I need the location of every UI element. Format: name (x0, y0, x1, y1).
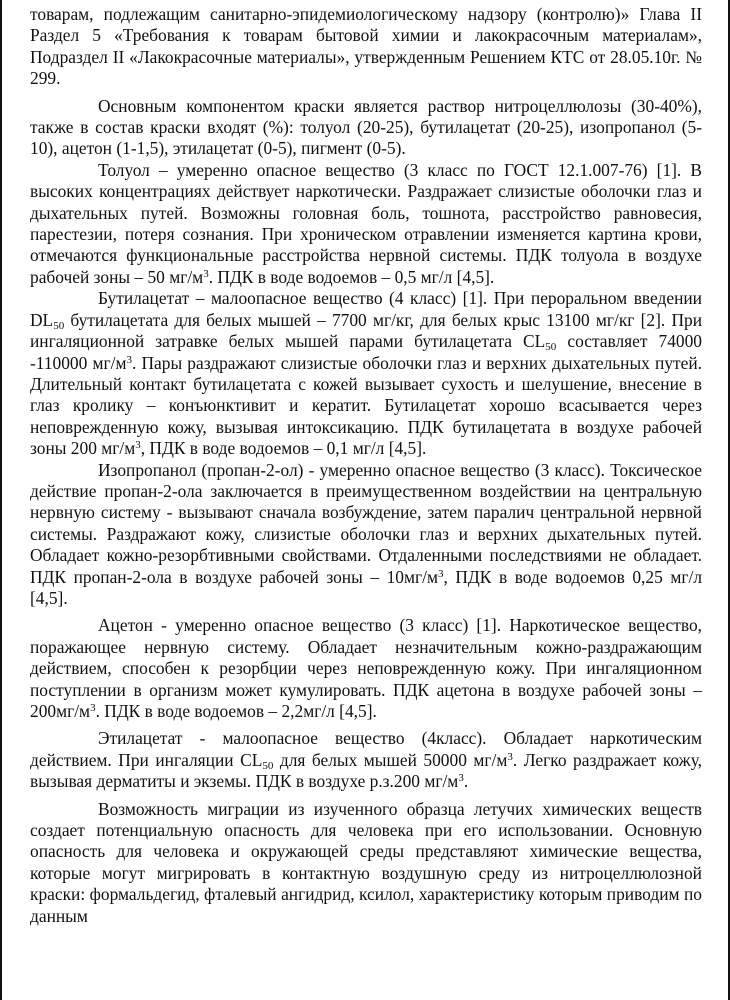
butyl-acetate-sup-1: 3 (126, 353, 132, 366)
butyl-acetate-sub-1: 50 (53, 319, 65, 332)
butyl-acetate-text-d: . Пары раздражают слизистые оболочки глаз и верхних дыхательных путей. Длительный контакт бутилацетата с кожей вызывает сухость и шелушение, внесение в глаз кролику – конъюнктивит и кератит. Бутилацетат хорошо всасывается через неповрежденную кожу, вызывая интоксикацию. ПДК бутилацетата в воздухе рабочей зоны 200 мг/м (30, 352, 703, 459)
acetone-text-a: Ацетон - умеренно опасное вещество (3 класс) [1]. Наркотическое вещество, поражающее нервную систему. Обладает незначительным кожно-раздражающим действием, способен к резорбции через неповрежденную кожу. При ингаляционном поступлении в организм может кумулировать. ПДК ацетона в воздухе рабочей зоны –200мг/м (30, 615, 702, 721)
butyl-acetate-sub-2: 50 (545, 341, 557, 354)
toluene-text-b: . ПДК в воде водоемов – 0,5 мг/л [4,5]. (208, 266, 495, 287)
ethyl-acetate-text-c: . Легко раздражает кожу, вызывая дерматиты и экземы. ПДК в воздухе р.з.200 мг/м (30, 749, 703, 792)
ethyl-acetate-sup-1: 3 (507, 750, 513, 763)
butyl-acetate-text-b: бутилацетата для белых мышей – 7700 мг/кг, для белых крыс 13100 мг/кг [2]. При ингаляционной затравке белых мышей парами бутилацетата CL (30, 309, 702, 352)
paragraph-regulation-reference: товарам, подлежащим санитарно-эпидемиологическому надзору (контролю)» Глава II Раздел 5 «Требования к товарам бытовой химии и лакокрасочным материалам», Подраздел II «Лакокрасочные материалы», утвержденным Решением КТС от 28.05.10г. № 299. (30, 4, 702, 89)
ethyl-acetate-text-b: для белых мышей 50000 мг/м (273, 749, 508, 770)
paragraph-acetone (30, 615, 702, 722)
paragraph-toluene (30, 160, 702, 288)
butyl-acetate-text-a: Бутилацетат – малоопасное вещество (4 класс) [1]. При пероральном введении DL (30, 288, 702, 330)
isopropanol-text-b: , ПДК в воде водоемов 0,25 мг/л [4,5]. (30, 566, 702, 608)
document-body (30, 4, 702, 927)
paragraph-ethyl-acetate (30, 728, 702, 792)
butyl-acetate-text-e: , ПДК в воде водоемов – 0,1 мг/л [4,5]. (140, 438, 427, 459)
butyl-acetate-sup-2: 3 (135, 439, 141, 452)
toluene-text-a: Толуол – умеренно опасное вещество (3 класс по ГОСТ 12.1.007-76) [1]. В высоких концентрациях действует наркотически. Раздражает слизистые оболочки глаз и дыхательных путей. Возможны головная боль, тошнота, расстройство равновесия, парестезии, потеря сознания. При хроническом отравлении изменяется картина крови, отмечаются функциональные расстройства нервной системы. ПДК толуола в воздухе рабочей зоны – 50 мг/м (30, 159, 702, 287)
ethyl-acetate-text-a: Этилацетат - малоопасное вещество (4класс). Обладает наркотическим действием. При ингаляции CL (30, 728, 702, 770)
paragraph-butyl-acetate (30, 288, 702, 459)
paragraph-isopropanol (30, 460, 702, 610)
acetone-sup-1: 3 (90, 702, 96, 714)
paragraph-migration-hazard: Возможность миграции из изученного образца летучих химических веществ создает потенциальную опасность для человека при его использовании. Основную опасность для человека и окружающей среды представляют химические вещества, которые могут мигрировать в контактную воздушную среду из нитроцеллюлозной краски: формальдегид, фталевый ангидрид, ксилол, характеристику которым приводим по данным (30, 798, 702, 926)
isopropanol-text-a: Изопропанол (пропан-2-ол) - умеренно опасное вещество (3 класс). Токсическое действие пропан-2-ола заключается в преимущественном воздействии на центральную нервную систему - вызывают сначала возбуждение, затем паралич центральной нервной системы. Раздражают кожу, слизистые оболочки глаз и верхних дыхательных путей. Обладает кожно-резорбтивными свойствами. Отдаленными последствиями не обладает. ПДК пропан-2-ола в воздухе рабочей зоны – 10мг/м (30, 459, 702, 587)
ethyl-acetate-text-d: . (463, 771, 469, 792)
paragraph-paint-composition: Основным компонентом краски является раствор нитроцеллюлозы (30-40%), также в состав краски входят (%): толуол (20-25), бутилацетат (20-25), изопропанол (5-10), ацетон (1-1,5), этилацетат (0-5), пигмент (0-5). (30, 95, 702, 159)
ethyl-acetate-sup-2: 3 (458, 772, 464, 785)
ethyl-acetate-sub-1: 50 (262, 759, 274, 772)
toluene-sup-1: 3 (203, 267, 209, 280)
acetone-text-b: . ПДК в воде водоемов – 2,2мг/л [4,5]. (95, 701, 377, 721)
butyl-acetate-text-c: составляет 74000 -110000 мг/м (30, 331, 703, 373)
isopropanol-sup-1: 3 (437, 567, 444, 580)
